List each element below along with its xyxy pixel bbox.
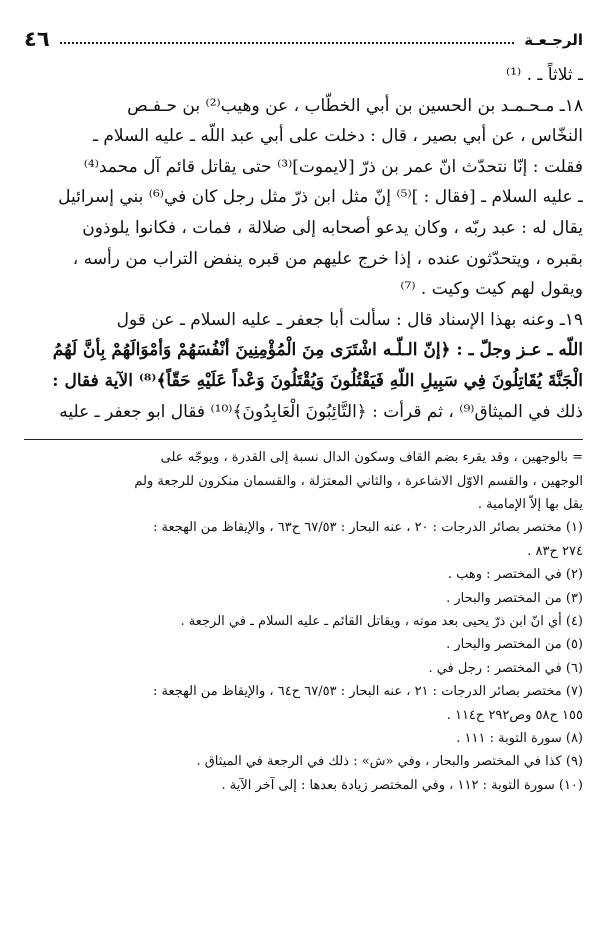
- footnote-line: (٥) من المختصر والبحار .: [446, 637, 583, 653]
- footnote: [24, 587, 583, 610]
- page-number: ٤٦: [24, 27, 50, 51]
- body-line: ويقول لهم كيت وكيت . ⁽⁷⁾: [400, 279, 583, 300]
- body-line: بقبره ، ويتحدّثون عنده ، إذا خرج عليهم من قبره ينفض التراب من رأسه ،: [72, 248, 583, 269]
- footnote: [24, 657, 583, 680]
- body-line: ـ ثلاثاً ـ . ⁽¹⁾: [506, 65, 583, 85]
- body-line: ١٩ـ وعنه بهذا الإسناد قال : سألت أبا جعفر ـ عليه السلام ـ عن قول: [116, 309, 583, 330]
- footnote: [24, 750, 583, 773]
- footnote-line: (٦) في المختصر : رجل في .: [428, 660, 583, 676]
- footnote-line: ٢٧٤ ح٨٣ .: [527, 543, 583, 559]
- footnote: [24, 774, 583, 797]
- footnote-line: (٧) مختصر بصائر الدرجات : ٢١ ، عنه البحار : ٦٧/٥٣ ح٦٤ ، والإيقاظ من الهجعة :: [152, 684, 583, 700]
- footnote: [24, 516, 583, 563]
- footnote: [24, 610, 583, 633]
- footnote-line: الوجهين ، والقسم الاوّل الاشاعرة ، والثاني المعتزلة ، والقسمان منكرون للرجعة ولم: [134, 473, 583, 489]
- footnote-line: يقل بها إلاّ الإمامية .: [477, 496, 583, 512]
- footnote: [24, 563, 583, 586]
- body-line: ١٨ـ مـحـمـد بن الحسين بن أبي الخطّاب ، عن وهيب⁽²⁾ بن حـفـص: [127, 95, 583, 116]
- body-line: يقال له : عبد ربّه ، وكان يدعو أصحابه إلى ضلالة ، فمات ، فكانوا يلوذون: [82, 217, 583, 238]
- footnote-line: (٩) كذا في المختصر والبحار ، وفي «ش» : ذلك في الرجعة في الميثاق .: [196, 754, 583, 770]
- page-header: [24, 22, 583, 52]
- footnote: [24, 633, 583, 656]
- footnote-line: (١٠) سورة التوبة : ١١٢ ، وفي المختصر زيادة بعدها : إلى آخر الآية .: [221, 777, 583, 793]
- footnote-line: = بالوجهين ، وقد يقرء بضم القاف وسكون الدال نسبة إلى القدرة ، ويوجّه على: [160, 450, 583, 466]
- footnotes: [24, 446, 583, 797]
- footnote-line: (٣) من المختصر والبحار .: [446, 590, 583, 606]
- footnote-line: (٤) أي انّ ابن ذرّ يحيى بعد موته ، ويقاتل القائم ـ عليه السلام ـ في الرجعة .: [180, 613, 583, 629]
- running-title: الرجـعـة: [524, 31, 583, 49]
- body-line: اللّه ـ عـز وجلّ ـ : ﴿إنّ الـلّـه اشْتَرَى مِنَ الْمُؤْمِنِينَ أنْفُسَهُمْ وَأمْوَالَهُمْ بِأنَّ لَهُمُ: [52, 340, 583, 361]
- footnote-line: ١٥٥ ح٥٨ وص٢٩٢ ح١١٤ .: [446, 707, 583, 723]
- footnote-separator: [24, 439, 583, 440]
- body-line: النخّاس ، عن أبي بصير ، قال : دخلت على أبي عبد اللّه ـ عليه السلام ـ: [93, 126, 583, 147]
- footnote: [24, 680, 583, 727]
- footnote-line: (٨) سورة التوبة : ١١١ .: [456, 731, 583, 746]
- body-line: فقلت : إنّا نتحدّث انّ عمر بن ذرّ [لايموت]⁽³⁾ حتى يقاتل قائم آل محمد⁽⁴⁾: [83, 156, 583, 177]
- header-dotted-rule: [60, 42, 515, 44]
- main-text: [24, 60, 583, 427]
- footnote-line: (١) مختصر بصائر الدرجات : ٢٠ ، عنه البحار : ٦٧/٥٣ ح٦٣ ، والإيقاظ من الهجعة :: [152, 520, 583, 536]
- body-line: ـ عليه السلام ـ [فقال : ]⁽⁵⁾ إنّ مثل ابن ذرّ مثل رجل كان في⁽⁶⁾ بني إسرائيل: [58, 187, 583, 208]
- footnote: [24, 446, 583, 516]
- footnote-line: (٢) في المختصر : وهب .: [447, 567, 583, 583]
- body-line: ذلك في الميثاق⁽⁹⁾ ، ثم قرأت : ﴿التَّائِبُونَ الْعَابِدُونَ﴾⁽¹⁰⁾ فقال ابو جعفر ـ عليه: [59, 401, 583, 422]
- footnote: [24, 727, 583, 750]
- body-line: الْجَنَّةَ يُقَاتِلُونَ فِي سَبِيلِ اللّهِ فَيَقْتُلُونَ وَيُقْتَلُونَ وَعْداً عَلَيْهِ حَقّاً﴾⁽⁸⁾ الآية فقال :: [52, 370, 583, 391]
